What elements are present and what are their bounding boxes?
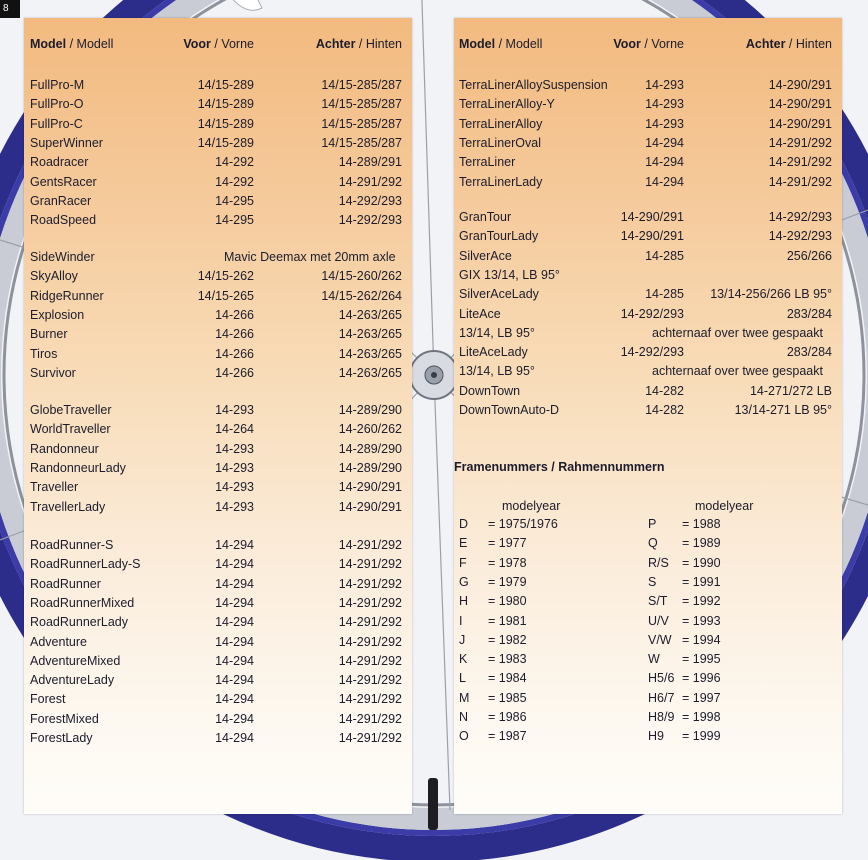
- table-row: [24, 536, 412, 555]
- frame-code: R/S: [648, 555, 669, 570]
- header-rear: Achter / Hinten: [315, 37, 402, 51]
- front-hub-cell: 14/15-289: [197, 116, 254, 131]
- frame-code: L: [459, 671, 466, 686]
- model-cell: TerraLinerLady: [459, 174, 543, 189]
- frame-code: M: [459, 690, 470, 705]
- header-front: Voor / Vorne: [183, 37, 254, 51]
- table-row: [454, 153, 842, 172]
- table-row: [454, 115, 842, 134]
- rear-hub-cell: 14-291/292: [338, 634, 402, 649]
- model-year: = 1977: [488, 536, 527, 551]
- table-row: [454, 266, 842, 285]
- model-cell: TravellerLady: [30, 499, 106, 514]
- model-year: = 1997: [682, 690, 721, 705]
- model-cell: TerraLinerOval: [459, 135, 541, 150]
- rear-hub-cell: 14-292/293: [768, 210, 832, 224]
- front-hub-cell: 14-294: [215, 538, 254, 552]
- model-cell: SuperWinner: [30, 135, 103, 150]
- rear-hub-cell: 14-291/292: [338, 673, 402, 688]
- model-cell: SkyAlloy: [30, 269, 78, 284]
- front-hub-cell: 14-294: [645, 155, 684, 170]
- header-rear: Achter / Hinten: [745, 37, 832, 51]
- model-cell: SilverAce: [459, 248, 512, 263]
- model-year: = 1979: [488, 574, 527, 589]
- model-year: = 1994: [682, 632, 721, 647]
- model-cell: TerraLinerAlloy: [459, 116, 543, 131]
- table-row: [454, 324, 842, 343]
- rear-hub-cell: 14-291/292: [338, 692, 402, 707]
- frame-year-row: [648, 650, 818, 669]
- rear-hub-cell: 14-290/291: [768, 78, 832, 92]
- table-row: [24, 710, 412, 729]
- front-hub-cell: 14-294: [215, 692, 254, 707]
- front-hub-cell: 14-266: [215, 307, 254, 322]
- front-hub-cell: 14-294: [215, 711, 254, 726]
- model-cell: RoadRunner-S: [30, 538, 114, 552]
- modelyear-label-right: modelyear: [695, 499, 754, 513]
- model-cell: LiteAceLady: [459, 345, 528, 360]
- frame-code: J: [459, 632, 466, 647]
- model-year: = 1980: [488, 594, 527, 609]
- table-row: [454, 208, 842, 227]
- front-hub-cell: 14-294: [215, 576, 254, 591]
- table-row: [24, 690, 412, 709]
- rear-hub-cell: 14-263/265: [338, 307, 402, 322]
- model-cell: Explosion: [30, 307, 85, 322]
- frame-code: H9: [648, 729, 664, 744]
- table-row: [454, 95, 842, 114]
- table-row: [24, 594, 412, 613]
- front-hub-cell: 14-293: [215, 480, 254, 495]
- table-row: [24, 575, 412, 594]
- frame-code: H5/6: [648, 671, 675, 686]
- model-cell: GranRacer: [30, 193, 92, 208]
- table-row: [24, 729, 412, 748]
- frame-code: Q: [648, 536, 658, 551]
- table-row: [24, 173, 412, 192]
- rear-hub-cell: 14-291/292: [338, 538, 402, 552]
- table-row: [24, 478, 412, 497]
- frame-year-row: [648, 573, 818, 592]
- front-hub-cell: 14-290/291: [620, 229, 684, 244]
- front-hub-cell: 14-294: [645, 174, 684, 189]
- table-row: [24, 115, 412, 134]
- rear-hub-cell: 14-291/292: [338, 615, 402, 630]
- front-hub-cell: 14-292/293: [620, 345, 684, 360]
- modelyear-label-left: modelyear: [502, 499, 561, 513]
- front-hub-cell: 14-294: [215, 731, 254, 745]
- table-row: [24, 248, 412, 267]
- model-cell: Burner: [30, 327, 68, 342]
- table-row: [24, 306, 412, 325]
- frame-code: G: [459, 574, 469, 589]
- model-cell: WorldTraveller: [30, 422, 111, 437]
- model-cell: RoadSpeed: [30, 213, 97, 228]
- front-hub-cell: 14-294: [645, 135, 684, 150]
- frame-code: I: [459, 613, 463, 628]
- table-row: [24, 401, 412, 420]
- table-row: [454, 305, 842, 324]
- model-cell: RoadRunner: [30, 576, 101, 591]
- frame-year-row: [648, 631, 818, 650]
- rear-hub-cell: 14-289/290: [338, 403, 402, 417]
- model-cell: GranTourLady: [459, 229, 539, 244]
- rear-hub-cell: 256/266: [786, 248, 832, 263]
- frame-code: N: [459, 710, 469, 724]
- frame-code: O: [459, 729, 469, 744]
- model-year: = 1996: [682, 671, 721, 686]
- table-row: [24, 211, 412, 230]
- model-cell: GranTour: [459, 210, 512, 224]
- table-row: [24, 76, 412, 95]
- frame-year-row: [648, 689, 818, 708]
- rear-hub-cell: 14-291/292: [338, 557, 402, 572]
- front-hub-cell: 14-294: [215, 557, 254, 572]
- table-row: [24, 267, 412, 286]
- table-row: [24, 95, 412, 114]
- table-row: [24, 192, 412, 211]
- model-year: = 1995: [682, 652, 721, 667]
- left-spoke-table: [24, 18, 412, 814]
- front-hub-cell: 14-294: [215, 615, 254, 630]
- rear-hub-cell: 14-290/291: [768, 97, 832, 112]
- table-row: [454, 134, 842, 153]
- table-row: [454, 173, 842, 192]
- model-year: = 1993: [682, 613, 721, 628]
- model-year: = 1990: [682, 555, 721, 570]
- model-year: = 1999: [682, 729, 721, 744]
- frame-numbers-title: Framenummers / Rahmennummern: [454, 460, 665, 474]
- frame-code: E: [459, 536, 468, 551]
- front-hub-cell: 14-295: [215, 193, 254, 208]
- table-row: [24, 420, 412, 439]
- frame-year-row: [459, 573, 629, 592]
- note-cell: achternaaf over twee gespaakt: [652, 364, 823, 379]
- frame-year-row: [459, 650, 629, 669]
- front-hub-cell: 14-293: [215, 460, 254, 475]
- header-front: Voor / Vorne: [613, 37, 684, 51]
- rear-hub-cell: 14-263/265: [338, 365, 402, 380]
- frame-year-row: [459, 727, 629, 746]
- header-model: Model / Modell: [459, 37, 543, 51]
- model-cell: FullPro-M: [30, 78, 85, 92]
- front-hub-cell: 14-292: [215, 174, 254, 189]
- front-hub-cell: 14-292: [215, 155, 254, 170]
- front-hub-cell: 14-266: [215, 327, 254, 342]
- model-cell: DownTownAuto-D: [459, 403, 560, 417]
- model-cell: Forest: [30, 692, 66, 707]
- model-cell: Traveller: [30, 480, 79, 495]
- table-row: [454, 227, 842, 246]
- front-hub-cell: 14/15-265: [197, 288, 254, 303]
- rear-hub-cell: 14-291/292: [338, 731, 402, 745]
- frame-year-row: [648, 515, 818, 534]
- model-year: = 1982: [488, 632, 527, 647]
- rear-hub-cell: 14/15-260/262: [321, 269, 402, 284]
- model-cell: Randonneur: [30, 441, 99, 456]
- model-cell: ForestMixed: [30, 711, 99, 726]
- front-hub-cell: 14-285: [645, 287, 684, 302]
- rear-hub-cell: 14-292/293: [768, 229, 832, 244]
- table-row: [454, 382, 842, 401]
- model-year: = 1975/1976: [488, 517, 558, 531]
- rear-hub-cell: 14-292/293: [338, 213, 402, 228]
- front-hub-cell: 14-266: [215, 365, 254, 380]
- model-cell: Roadracer: [30, 155, 89, 170]
- front-hub-cell: 14-264: [215, 422, 254, 437]
- model-cell: ForestLady: [30, 731, 93, 745]
- front-hub-cell: 14-294: [215, 634, 254, 649]
- frame-year-row: [648, 554, 818, 573]
- model-cell: Survivor: [30, 365, 76, 380]
- model-cell: LiteAce: [459, 306, 501, 321]
- frame-year-row: [459, 669, 629, 688]
- frame-year-row: [648, 592, 818, 611]
- rear-hub-cell: 13/14-271 LB 95°: [734, 403, 832, 417]
- table-row: [24, 345, 412, 364]
- frame-year-row: [459, 689, 629, 708]
- model-cell: GentsRacer: [30, 174, 97, 189]
- front-hub-cell: 14-293: [215, 499, 254, 514]
- frame-year-row: [648, 727, 818, 746]
- front-hub-cell: 14-266: [215, 346, 254, 361]
- rear-hub-cell: 14/15-285/287: [321, 78, 402, 92]
- rear-hub-cell: 14-291/292: [338, 174, 402, 189]
- frame-code: F: [459, 555, 467, 570]
- model-cell: AdventureMixed: [30, 653, 121, 668]
- model-year: = 1978: [488, 555, 527, 570]
- rear-hub-cell: 14-291/292: [338, 595, 402, 610]
- model-year: = 1986: [488, 710, 527, 724]
- table-row: [24, 287, 412, 306]
- front-hub-cell: 14-293: [215, 403, 254, 417]
- frame-code: H: [459, 594, 469, 609]
- model-cell: RidgeRunner: [30, 288, 104, 303]
- table-row: [24, 134, 412, 153]
- rear-hub-cell: 14/15-285/287: [321, 116, 402, 131]
- model-cell: DownTown: [459, 383, 521, 398]
- model-cell: RoadRunnerLady-S: [30, 557, 141, 572]
- model-year: = 1991: [682, 574, 721, 589]
- frame-code: P: [648, 517, 657, 531]
- front-hub-cell: 14/15-289: [197, 78, 254, 92]
- note-cell: achternaaf over twee gespaakt: [652, 325, 823, 340]
- front-hub-cell: 14-294: [215, 653, 254, 668]
- table-row: [24, 633, 412, 652]
- front-hub-cell: 14/15-289: [197, 97, 254, 112]
- table-row: [24, 613, 412, 632]
- model-cell: Adventure: [30, 634, 87, 649]
- model-cell: SilverAceLady: [459, 287, 539, 302]
- model-year: = 1981: [488, 613, 527, 628]
- rear-hub-cell: 14-271/272 LB: [749, 383, 832, 398]
- model-cell: Tiros: [30, 346, 58, 361]
- rear-hub-cell: 14-291/292: [338, 576, 402, 591]
- front-hub-cell: 14-282: [645, 383, 684, 398]
- rear-hub-cell: 14-291/292: [338, 653, 402, 668]
- table-row: [24, 153, 412, 172]
- front-hub-cell: 14-293: [645, 97, 684, 112]
- model-year: = 1992: [682, 594, 721, 609]
- table-row: [24, 555, 412, 574]
- model-year: = 1989: [682, 536, 721, 551]
- front-hub-cell: 14/15-262: [197, 269, 254, 284]
- frame-code: K: [459, 652, 468, 667]
- rear-hub-cell: 13/14-256/266 LB 95°: [710, 287, 832, 302]
- table-row: [454, 285, 842, 304]
- rear-hub-cell: 14-290/291: [768, 116, 832, 131]
- table-row: [454, 362, 842, 381]
- frame-year-row: [459, 592, 629, 611]
- frame-code: H8/9: [648, 710, 675, 724]
- rear-hub-cell: 14-291/292: [768, 135, 832, 150]
- model-cell: SideWinder: [30, 250, 95, 264]
- rear-hub-cell: 14-260/262: [338, 422, 402, 437]
- model-cell: GIX 13/14, LB 95°: [459, 267, 560, 282]
- table-row: [454, 247, 842, 266]
- model-cell: 13/14, LB 95°: [459, 364, 535, 379]
- model-year: = 1998: [682, 710, 721, 724]
- rear-hub-cell: 14-289/290: [338, 441, 402, 456]
- model-cell: RoadRunnerMixed: [30, 595, 135, 610]
- frame-code: V/W: [648, 632, 672, 647]
- frame-year-row: [648, 534, 818, 553]
- rear-hub-cell: 283/284: [786, 306, 832, 321]
- front-hub-cell: 14-290/291: [620, 210, 684, 224]
- rear-hub-cell: 14-289/291: [338, 155, 402, 170]
- frame-year-row: [459, 554, 629, 573]
- rear-hub-cell: 14-263/265: [338, 346, 402, 361]
- frame-code: S/T: [648, 594, 668, 609]
- front-hub-cell: 14-294: [215, 595, 254, 610]
- front-hub-cell: 14-282: [645, 403, 684, 417]
- frame-code: H6/7: [648, 690, 675, 705]
- front-hub-cell: 14-293: [215, 441, 254, 456]
- right-spoke-table: [454, 18, 842, 814]
- table-row: [24, 671, 412, 690]
- rear-hub-cell: 14-291/292: [768, 155, 832, 170]
- model-cell: FullPro-C: [30, 116, 83, 131]
- rear-hub-cell: 14/15-262/264: [321, 288, 402, 303]
- frame-year-row: [459, 534, 629, 553]
- table-row: [24, 364, 412, 383]
- model-year: = 1985: [488, 690, 527, 705]
- front-hub-cell: 14-294: [215, 673, 254, 688]
- frame-year-row: [648, 669, 818, 688]
- front-hub-cell: 14/15-289: [197, 135, 254, 150]
- model-cell: TerraLinerAlloySuspension: [459, 78, 608, 92]
- model-year: = 1987: [488, 729, 527, 744]
- frame-year-row: [459, 708, 629, 727]
- model-year: = 1988: [682, 517, 721, 531]
- rear-hub-cell: 14/15-285/287: [321, 97, 402, 112]
- rear-hub-cell: 14-263/265: [338, 327, 402, 342]
- model-cell: TerraLinerAlloy-Y: [459, 97, 555, 112]
- model-cell: RandonneurLady: [30, 460, 126, 475]
- frame-code: U/V: [648, 613, 669, 628]
- model-cell: 13/14, LB 95°: [459, 325, 535, 340]
- header-model: Model / Modell: [30, 37, 114, 51]
- table-row: [454, 343, 842, 362]
- table-row: [24, 325, 412, 344]
- rear-hub-cell: 14-292/293: [338, 193, 402, 208]
- model-year: = 1984: [488, 671, 527, 686]
- rear-hub-cell: 14-291/292: [768, 174, 832, 189]
- rear-hub-cell: 14-289/290: [338, 460, 402, 475]
- table-row: [24, 498, 412, 517]
- note-cell: Mavic Deemax met 20mm axle: [224, 250, 396, 264]
- frame-year-row: [648, 612, 818, 631]
- page-number: 8: [0, 0, 20, 18]
- front-hub-cell: 14-292/293: [620, 306, 684, 321]
- rear-hub-cell: 14-290/291: [338, 499, 402, 514]
- front-hub-cell: 14-293: [645, 78, 684, 92]
- model-cell: GlobeTraveller: [30, 403, 112, 417]
- rear-hub-cell: 283/284: [786, 345, 832, 360]
- frame-year-row: [648, 708, 818, 727]
- front-hub-cell: 14-293: [645, 116, 684, 131]
- frame-code: W: [648, 652, 660, 667]
- rear-hub-cell: 14/15-285/287: [321, 135, 402, 150]
- model-cell: RoadRunnerLady: [30, 615, 128, 630]
- table-header: [454, 35, 842, 54]
- front-hub-cell: 14-295: [215, 213, 254, 228]
- front-hub-cell: 14-285: [645, 248, 684, 263]
- table-row: [454, 76, 842, 95]
- frame-year-row: [459, 515, 629, 534]
- model-year: = 1983: [488, 652, 527, 667]
- frame-year-row: [459, 631, 629, 650]
- frame-year-row: [459, 612, 629, 631]
- table-row: [24, 652, 412, 671]
- table-row: [454, 401, 842, 420]
- frame-code: S: [648, 574, 657, 589]
- table-row: [24, 440, 412, 459]
- rear-hub-cell: 14-290/291: [338, 480, 402, 495]
- model-cell: AdventureLady: [30, 673, 115, 688]
- model-cell: TerraLiner: [459, 155, 516, 170]
- table-row: [24, 459, 412, 478]
- frame-code: D: [459, 517, 469, 531]
- model-cell: FullPro-O: [30, 97, 84, 112]
- rear-hub-cell: 14-291/292: [338, 711, 402, 726]
- table-header: [24, 35, 412, 54]
